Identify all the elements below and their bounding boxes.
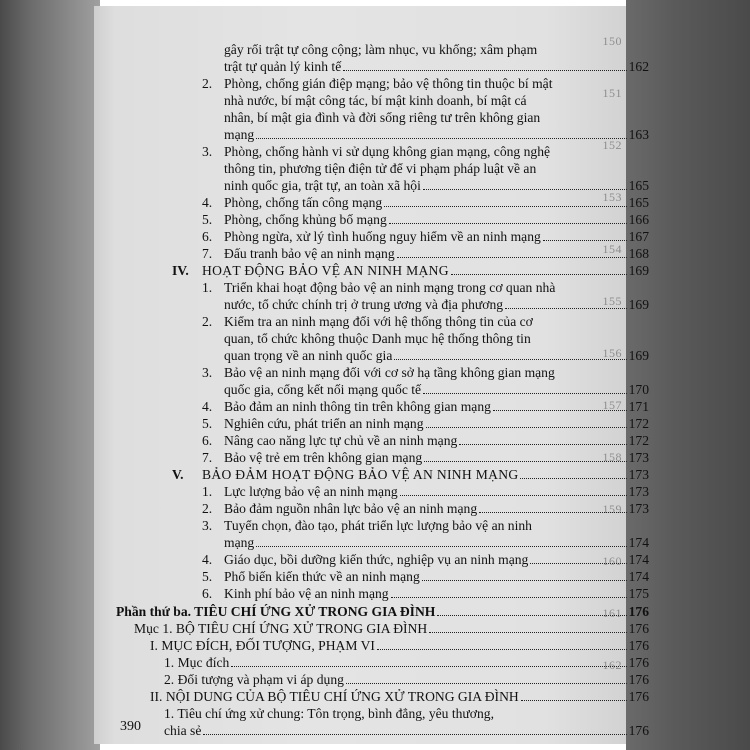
toc-entry [202, 415, 649, 432]
toc-entry-number: 6. [202, 433, 213, 448]
toc-entry-page: 171 [628, 399, 649, 414]
bleed-through-number: 160 [602, 554, 622, 568]
toc-entry-title: thông tin, phương tiện điện tử để vi phạm pháp luật về an [224, 161, 537, 176]
toc-entry-number: 5. [202, 569, 213, 584]
toc-entry [202, 228, 649, 245]
toc-entry-title: II. NỘI DUNG CỦA BỘ TIÊU CHÍ ỨNG XỬ TRONG GIA ĐÌNH [150, 689, 519, 704]
toc-entry-number: 4. [202, 399, 213, 414]
toc-entry-title: quốc gia, cổng kết nối mạng quốc tế [224, 382, 422, 397]
dot-leader [397, 257, 627, 258]
toc-entry-number: 5. [202, 416, 213, 431]
bleed-through-number: 162 [602, 658, 622, 672]
dot-leader [423, 393, 627, 394]
toc-entry-title: gây rối trật tự công cộng; làm nhục, vu khống; xâm phạm [224, 42, 538, 57]
toc-entry-title: Phòng, chống tấn công mạng [224, 195, 383, 210]
toc-entry-number: V. [172, 467, 184, 482]
toc-entry-title: 2. Đối tượng và phạm vi áp dụng [164, 672, 344, 687]
toc-entry-title: Bảo vệ trẻ em trên không gian mạng [224, 450, 423, 465]
toc-entry-number: 2. [202, 314, 213, 329]
toc-entry-number: 4. [202, 552, 213, 567]
toc-entry [202, 398, 649, 415]
toc-entry-title: Nghiên cứu, phát triển an ninh mạng [224, 416, 424, 431]
toc-entry-number: 7. [202, 450, 213, 465]
dot-leader [231, 666, 626, 667]
toc-entry [202, 517, 649, 534]
toc-entry-title: quan, tổ chức không thuộc Danh mục hệ thống thông tin [224, 331, 531, 346]
toc-entry [164, 654, 649, 671]
toc-entry [224, 126, 649, 143]
bleed-through-number: 161 [602, 606, 622, 620]
dot-leader [346, 683, 627, 684]
toc-entry-number: 1. [202, 280, 213, 295]
toc-entry-page: 172 [628, 416, 649, 431]
toc-entry-page: 176 [628, 621, 649, 636]
toc-entry [202, 585, 649, 602]
toc-entry-number: 4. [202, 195, 213, 210]
toc-entry-page: 174 [628, 535, 649, 550]
bleed-through-number: 157 [602, 398, 622, 412]
bleed-through-number: 153 [602, 190, 622, 204]
toc-entry-page: 173 [628, 501, 649, 516]
toc-entry-title: Tuyển chọn, đào tạo, phát triển lực lượng bảo vệ an ninh [224, 518, 532, 533]
dot-leader [424, 461, 626, 462]
toc-entry [202, 483, 649, 500]
dot-leader [256, 138, 626, 139]
toc-entry [224, 330, 649, 347]
dot-leader [521, 700, 627, 701]
toc-entry-page: 175 [628, 586, 649, 601]
toc-entry-title: I. MỤC ĐÍCH, ĐỐI TƯỢNG, PHẠM VI [150, 638, 375, 653]
dot-leader [423, 189, 627, 190]
toc-entry [224, 296, 649, 313]
bleed-through-number: 159 [602, 502, 622, 516]
toc-entry [224, 177, 649, 194]
toc-entry-title: HOẠT ĐỘNG BẢO VỆ AN NINH MẠNG [202, 263, 449, 278]
page-number: 390 [120, 719, 141, 734]
toc-entry-title: Lực lượng bảo vệ an ninh mạng [224, 484, 398, 499]
dot-leader [384, 206, 626, 207]
toc-entry-number: 2. [202, 76, 213, 91]
toc-entry-title: Đấu tranh bảo vệ an ninh mạng [224, 246, 395, 261]
toc-entry-title: Bảo đảm nguồn nhân lực bảo vệ an ninh mạng [224, 501, 478, 516]
toc-entry-title: Kinh phí bảo vệ an ninh mạng [224, 586, 389, 601]
bleed-through-number: 150 [602, 34, 622, 48]
toc-entry-page: 166 [628, 212, 649, 227]
toc-entry [150, 637, 649, 654]
toc-entry-page: 174 [628, 552, 649, 567]
toc-entry [202, 568, 649, 585]
toc-entry [202, 500, 649, 517]
toc-entry-title: Giáo dục, bồi dưỡng kiến thức, nghiệp vụ an ninh mạng [224, 552, 529, 567]
toc-entry-page: 173 [628, 450, 649, 465]
left-shadow [0, 0, 100, 750]
dot-leader [343, 70, 626, 71]
bleed-through-number: 152 [602, 138, 622, 152]
dot-leader [426, 427, 627, 428]
toc-entry-page: 174 [628, 569, 649, 584]
toc-entry-title: mạng [224, 535, 255, 550]
dot-leader [400, 495, 627, 496]
toc-entry-page: 168 [628, 246, 649, 261]
toc-entry-title: Phần thứ ba. TIÊU CHÍ ỨNG XỬ TRONG GIA ĐÌNH [116, 604, 436, 619]
toc-entry-number: 3. [202, 144, 213, 159]
dot-leader [422, 580, 627, 581]
dot-leader [389, 223, 627, 224]
dot-leader [377, 649, 627, 650]
toc-entry-title: Bảo vệ an ninh mạng đối với cơ sở hạ tầng không gian mạng [224, 365, 555, 380]
toc-entry [202, 364, 649, 381]
toc-entry-title: Phòng, chống khủng bố mạng [224, 212, 387, 227]
toc-entry-title: chia sẻ [164, 723, 202, 738]
dot-leader [530, 563, 626, 564]
toc-entry [224, 41, 632, 58]
dot-leader [256, 546, 626, 547]
toc-entry-page: 173 [628, 467, 649, 482]
toc-entry-page: 176 [628, 723, 649, 738]
toc-entry [202, 279, 649, 296]
bleed-through-number: 155 [602, 294, 622, 308]
toc-entry-title: ninh quốc gia, trật tự, an toàn xã hội [224, 178, 421, 193]
toc-entry-title: Kiểm tra an ninh mạng đối với hệ thống thông tin của cơ [224, 314, 533, 329]
toc-entry [172, 262, 649, 279]
dot-leader [437, 615, 626, 616]
toc-entry-title: mạng [224, 127, 255, 142]
dot-leader [391, 597, 627, 598]
toc-entry [172, 466, 649, 483]
toc-entry-page: 165 [628, 195, 649, 210]
dot-leader [520, 478, 626, 479]
bleed-through-number: 158 [602, 450, 622, 464]
dot-leader [451, 274, 627, 275]
toc-entry-title: 1. Tiêu chí ứng xử chung: Tôn trọng, bình đẳng, yêu thương, [164, 706, 494, 721]
bleed-through-number: 156 [602, 346, 622, 360]
toc-entry-page: 162 [628, 59, 649, 74]
toc-entry [202, 449, 649, 466]
toc-entry-page: 169 [628, 263, 649, 278]
toc-entry-page: 163 [628, 127, 649, 142]
dot-leader [203, 734, 626, 735]
toc-entry-page: 169 [628, 348, 649, 363]
toc-entry-title: Nâng cao năng lực tự chủ về an ninh mạng [224, 433, 458, 448]
dot-leader [459, 444, 626, 445]
toc-entry [202, 551, 649, 568]
toc-entry-title: 1. Mục đích [164, 655, 230, 670]
toc-entry-title: trật tự quản lý kinh tế [224, 59, 342, 74]
toc-entry-page: 176 [628, 689, 649, 704]
toc-entry [224, 92, 649, 109]
toc-entry-title: Mục 1. BỘ TIÊU CHÍ ỨNG XỬ TRONG GIA ĐÌNH [134, 621, 428, 636]
toc-entry [164, 671, 649, 688]
toc-entry-page: 176 [628, 655, 649, 670]
toc-entry-page: 176 [628, 604, 649, 619]
toc-entry-title: Phòng, chống hành vi sử dụng không gian mạng, công nghệ [224, 144, 551, 159]
toc-entry-title: Triển khai hoạt động bảo vệ an ninh mạng trong cơ quan nhà [224, 280, 556, 295]
bleed-through-number: 154 [602, 242, 622, 256]
toc-entry-title: Phổ biến kiến thức về an ninh mạng [224, 569, 420, 584]
toc-entry [202, 143, 649, 160]
toc-entry [224, 381, 649, 398]
toc-entry-number: 3. [202, 518, 213, 533]
toc-entry-page: 176 [628, 672, 649, 687]
toc-entry [224, 347, 649, 364]
toc-entry-title: nhân, bí mật gia đình và đời sống riêng tư trên không gian [224, 110, 541, 125]
toc-entry [116, 603, 649, 620]
toc-entry-number: IV. [172, 263, 189, 278]
dot-leader [493, 410, 627, 411]
toc-entry-title: Phòng, chống gián điệp mạng; bảo vệ thông tin thuộc bí mật [224, 76, 553, 91]
toc-entry-number: 6. [202, 229, 213, 244]
toc-entry-number: 6. [202, 586, 213, 601]
toc-entry [164, 722, 649, 739]
toc-entry-title: Bảo đảm an ninh thông tin trên không gian mạng [224, 399, 491, 414]
dot-leader [505, 308, 627, 309]
toc-entry [224, 160, 649, 177]
toc-entry [224, 534, 649, 551]
dot-leader [429, 632, 626, 633]
toc-entry-page: 173 [628, 484, 649, 499]
toc-entry [202, 75, 649, 92]
dot-leader [543, 240, 627, 241]
toc-entry-number: 7. [202, 246, 213, 261]
toc-entry-page: 165 [628, 178, 649, 193]
toc-entry-title: nhà nước, bí mật công tác, bí mật kinh doanh, bí mật cá [224, 93, 527, 108]
toc-entry [150, 688, 649, 705]
bleed-through-number: 151 [602, 86, 622, 100]
toc-entry [164, 705, 649, 722]
toc-entry-title: BẢO ĐẢM HOẠT ĐỘNG BẢO VỆ AN NINH MẠNG [202, 467, 519, 482]
book-page [94, 6, 649, 744]
toc-entry-page: 170 [628, 382, 649, 397]
toc-entry-page: 169 [628, 297, 649, 312]
toc-entry-page: 167 [628, 229, 649, 244]
toc-entry-number: 1. [202, 484, 213, 499]
toc-entry [224, 58, 649, 75]
toc-entry [134, 620, 649, 637]
toc-entry-number: 3. [202, 365, 213, 380]
toc-entry-page: 172 [628, 433, 649, 448]
toc-entry-number: 5. [202, 212, 213, 227]
toc-entry-title: quan trọng về an ninh quốc gia [224, 348, 393, 363]
toc-entry [202, 432, 649, 449]
dot-leader [479, 512, 626, 513]
toc-entry-number: 2. [202, 501, 213, 516]
toc-entry [224, 109, 649, 126]
toc-entry [202, 313, 649, 330]
toc-entry-page: 176 [628, 638, 649, 653]
toc-entry [202, 245, 649, 262]
toc-entry-title: Phòng ngừa, xử lý tình huống nguy hiểm về an ninh mạng [224, 229, 541, 244]
dot-leader [394, 359, 626, 360]
toc-entry-title: nước, tổ chức chính trị ở trung ương và địa phương [224, 297, 504, 312]
toc-entry [202, 194, 649, 211]
toc-entry [202, 211, 649, 228]
